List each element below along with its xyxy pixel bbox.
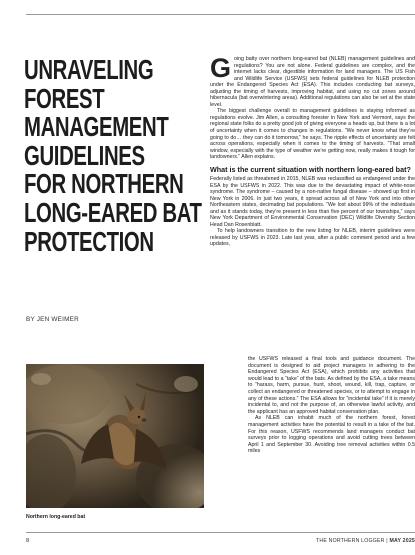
issue-date: MAY 2025 xyxy=(389,538,415,544)
footer-separator: | xyxy=(386,538,388,544)
running-footer xyxy=(316,538,415,544)
page-number: 8 xyxy=(26,538,30,544)
publication-name: THE NORTHERN LOGGER xyxy=(316,538,385,544)
bat-photo xyxy=(26,364,204,508)
intro-paragraph xyxy=(210,53,415,108)
article-column xyxy=(210,53,415,248)
headline-line: FOR NORTHERN xyxy=(24,168,184,200)
byline: BY JEN WEIMER xyxy=(26,316,79,323)
paragraph: the USFWS released a final tools and guidance document. The document is designed to aid project managers in adhering to the Endangered Species Act (ESA), which prohibits any activities that would lead to a “take” of the bats. As defined by the ESA, a take means to “harass, harm, pursue, hunt, shoot, wound, kill, trap, capture, or collect an endangered or threatened species, or to attempt to engage in any of these actions.” The ESA allows for “incidental take” if it is merely incidental to, and not the purpose of, an otherwise lawful activity, and the applicant has an approved habitat conservation plan. xyxy=(248,356,415,415)
paragraph: Federally listed as threatened in 2015, NLEB was reclassified as endangered under the ESA by the USFWS in 2022. This was due to the devastating impact of white-nose syndrome. The syndrome – caused by a non-native fungal disease – showed up first in New York in 2006. In just two years, it spread across all of New York and into other Northeastern states, decimating bat populations. “We lost about 99% of the individuals and as it stands today, they’re present in less than five percent of our townships,” says New York Department of Environmental Conservation (DEC) Wildlife Diversity Section Head Dan Rosenblatt. xyxy=(210,175,415,228)
bottom-rule xyxy=(26,532,415,533)
paragraph: To help landowners transition to the new listing for NLEB, interim guidelines were released by USFWS in 2023. Late last year, after a public comment period and a few updates, xyxy=(210,228,415,248)
article-column-lower xyxy=(248,356,415,455)
bat-photo-image xyxy=(26,364,204,508)
headline xyxy=(24,56,202,256)
headline-line: FOREST xyxy=(24,82,105,114)
section-subhead: What is the current situation with northern long-eared bat? xyxy=(210,164,411,174)
headline-line: PROTECTION xyxy=(24,225,154,257)
paragraph: The biggest challenge overall to management guidelines is staying informed as regulations evolve. Jim Allen, a consulting forester in New York and Vermont, says the regional state folks do a pretty good job of giving everyone a heads up, but there is a lot of uncertainty when it comes to changes in regulations. “We never know what they’re going to do… they can do it tomorrow,” he says. The ripple effects of uncertainty are felt across operations, especially when it comes to the timing of harvests. “That small window, especially with the type of weather we’re getting now, really makes it tough for landowners.” Allen explains. xyxy=(210,108,415,161)
intro-text: oing batty over northern long-eared bat (NLEB) management guidelines and regulations? You are not alone. Federal guidelines are complex, and the internet lacks clear, digestible information for land managers. The US Fish and Wildlife Service (USFWS) sets federal guidelines for NLEB protection under the Endangered Species Act (ESA). This includes conducting bat surveys, adjusting the timing of harvests, improving habitat, and using no cut zones around hibernacula (bat overwintering areas). Additional regulations can also be set at the state level. xyxy=(210,56,415,108)
top-rule xyxy=(26,14,415,15)
headline-line: UNRAVELING xyxy=(24,54,154,85)
headline-line: MANAGEMENT xyxy=(24,111,169,143)
drop-cap: G xyxy=(210,53,232,83)
headline-line: GUIDELINES xyxy=(24,139,145,171)
photo-caption: Northern long-eared bat xyxy=(26,514,86,520)
paragraph: As NLEB can inhabit much of the northern forest, forest management activities have the potential to result in a take of the bat. For this reason, USFWS recommends land managers conduct bat surveys prior to logging operations and avoid cutting trees between April 1 and September 30. Avoiding tree removal activities within 0.5 miles xyxy=(248,415,415,455)
headline-line: LONG-EARED BAT xyxy=(24,196,202,228)
